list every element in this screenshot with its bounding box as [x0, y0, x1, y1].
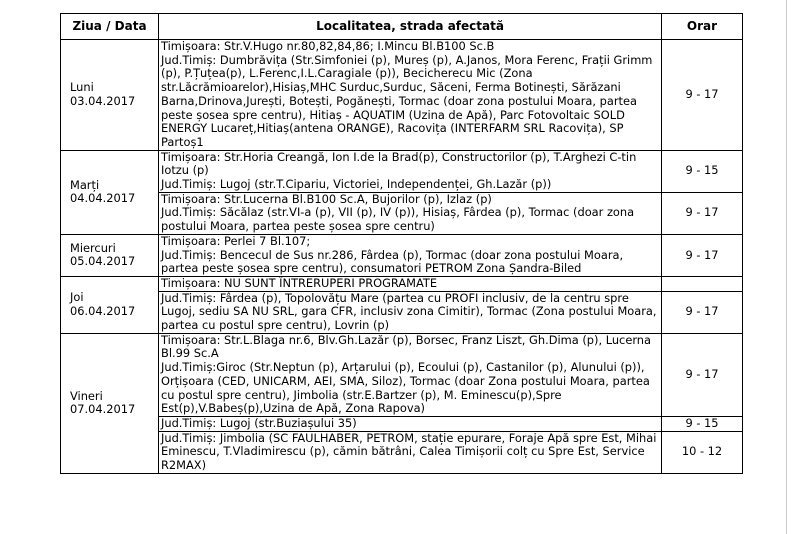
location-text: Jud.Timiș: Jimbolia (SC FAULHABER, PETROM, stație epurare, Foraje Apă spre Est, Mihai Eminescu, T.Vladimirescu (p), cămin bătrâni, Calea Timișorii colț cu Spre Est, Service R2MAX)	[161, 430, 661, 473]
day-name: Miercuri	[70, 240, 116, 255]
hours-cell: 9 - 17	[662, 192, 743, 234]
hours-cell: 9 - 17	[662, 333, 743, 416]
table-row	[61, 291, 743, 333]
day-cell	[61, 150, 159, 234]
location-cell	[159, 276, 662, 291]
table-row	[61, 40, 743, 151]
location-text: Timișoara: Str.L.Blaga nr.6, Blv.Gh.Lazăr (p), Borsec, Franz Liszt, Gh.Dima (p), Lucerna Bl.99 Sc.A Jud.Timiș:Giroc (Str.Neptun (p), Arțarului (p), Ecoului (p), Castanilor (p), Alunului (p)), Orțișoara (CED, UNICARM, AEI, SMA, Siloz), Tormac (doar Zona postului Moara, partea cu postul spre centru), Jimbolia (str.E.Bartzer (p), M. Eminescu(p),Spre Est(p),V.Babeș(p),Uzina de Apă, Zona Rapova)	[161, 332, 652, 416]
header-location: Localitatea, strada afectată	[159, 14, 662, 40]
day-name: Marți	[70, 177, 100, 192]
header-day: Ziua / Data	[61, 14, 159, 40]
power-outage-schedule-table	[60, 13, 743, 474]
day-date: 03.04.2017	[70, 93, 136, 108]
table-row	[61, 234, 743, 276]
day-date: 04.04.2017	[70, 191, 136, 206]
hours-cell: 9 - 17	[662, 291, 743, 333]
day-cell	[61, 40, 159, 151]
location-text: Jud.Timiș: Fârdea (p), Topolovățu Mare (partea cu PROFI inclusiv, de la centru spre Lugoj, sediu SA NU SRL, gara CFR, inclusiv zona Cimitir), Tormac (Zona postului Moara, partea cu postul spre centru), Lovrin (p)	[161, 290, 661, 333]
location-cell	[159, 192, 662, 234]
hours-cell: 10 - 12	[662, 431, 743, 473]
day-date: 06.04.2017	[70, 303, 136, 318]
hours-cell: 9 - 17	[662, 234, 743, 276]
table-row	[61, 276, 743, 291]
table-row	[61, 431, 743, 473]
day-cell	[61, 234, 159, 276]
table-row	[61, 150, 743, 192]
table-header-row	[61, 14, 743, 40]
location-cell	[159, 150, 662, 192]
day-name: Vineri	[70, 388, 103, 403]
location-cell	[159, 291, 662, 333]
hours-cell	[662, 276, 743, 291]
location-cell	[159, 431, 662, 473]
table-row	[61, 416, 743, 431]
location-text: Timișoara: Str.Lucerna Bl.B100 Sc.A, Bujorilor (p), Izlaz (p) Jud.Timiș: Săcălaz (str.VI-a (p), VII (p), IV (p)), Hisiaș, Fârdea (p), Tormac (doar zona postului Moara, partea peste șosea spre centru)	[161, 191, 635, 234]
day-cell	[61, 333, 159, 473]
window-edge-line	[786, 0, 787, 534]
day-name: Joi	[70, 290, 84, 305]
location-cell	[159, 333, 662, 416]
location-text: Timișoara: Str.V.Hugo nr.80,82,84,86; I.Mincu Bl.B100 Sc.B Jud.Timiș: Dumbrăvița (Str.Simfoniei (p), Mureș (p), A.Janos, Mora Ferenc, Frații Grimm (p), P.Țuțea(p), L.Ferenc,I.L.Caragiale (p)), Becicherecu Mic (Zona str.Lăcrămioarelor),Hisiaș,MHC Surduc,Surduc, Săceni, Ferma Botinești, Sărăzani Barna,Drinova,Jurești, Botești, Pogănești, Tormac (doar zona postului Moara, partea peste șosea spre centru), Hitiaș - AQUATIM (Uzina de Apă), Parc Fotovoltaic SOLD ENERGY Lucareț,Hitiaș(antena ORANGE), Racovița (INTERFARM SRL Racovița), SP Partoș1	[161, 39, 653, 149]
location-text: Timișoara: Str.Horia Creangă, Ion I.de la Brad(p), Constructorilor (p), T.Arghezi C-tin Iotzu (p) Jud.Timiș: Lugoj (str.T.Cipariu, Victoriei, Independenței, Gh.Lazăr (p))	[161, 149, 637, 192]
day-name: Luni	[70, 80, 94, 95]
location-cell	[159, 40, 662, 151]
day-date: 07.04.2017	[70, 402, 136, 417]
hours-cell: 9 - 15	[662, 416, 743, 431]
location-cell	[159, 234, 662, 276]
hours-cell: 9 - 15	[662, 150, 743, 192]
hours-cell: 9 - 17	[662, 40, 743, 151]
table-row	[61, 192, 743, 234]
location-text: Jud.Timiș: Lugoj (str.Buziașului 35)	[161, 415, 357, 430]
day-date: 05.04.2017	[70, 254, 136, 269]
location-text: Timișoara: NU SUNT ÎNTRERUPERI PROGRAMATE	[161, 275, 438, 290]
header-hours: Orar	[662, 14, 743, 40]
day-cell	[61, 276, 159, 333]
location-cell	[159, 416, 662, 431]
location-text: Timișoara: Perlei 7 Bl.107; Jud.Timiș: Bencecul de Sus nr.286, Fârdea (p), Tormac (doar zona postului Moara, partea peste șosea spre centru), consumatori PETROM Zona Șandra-Biled	[161, 233, 624, 276]
table-row	[61, 333, 743, 416]
